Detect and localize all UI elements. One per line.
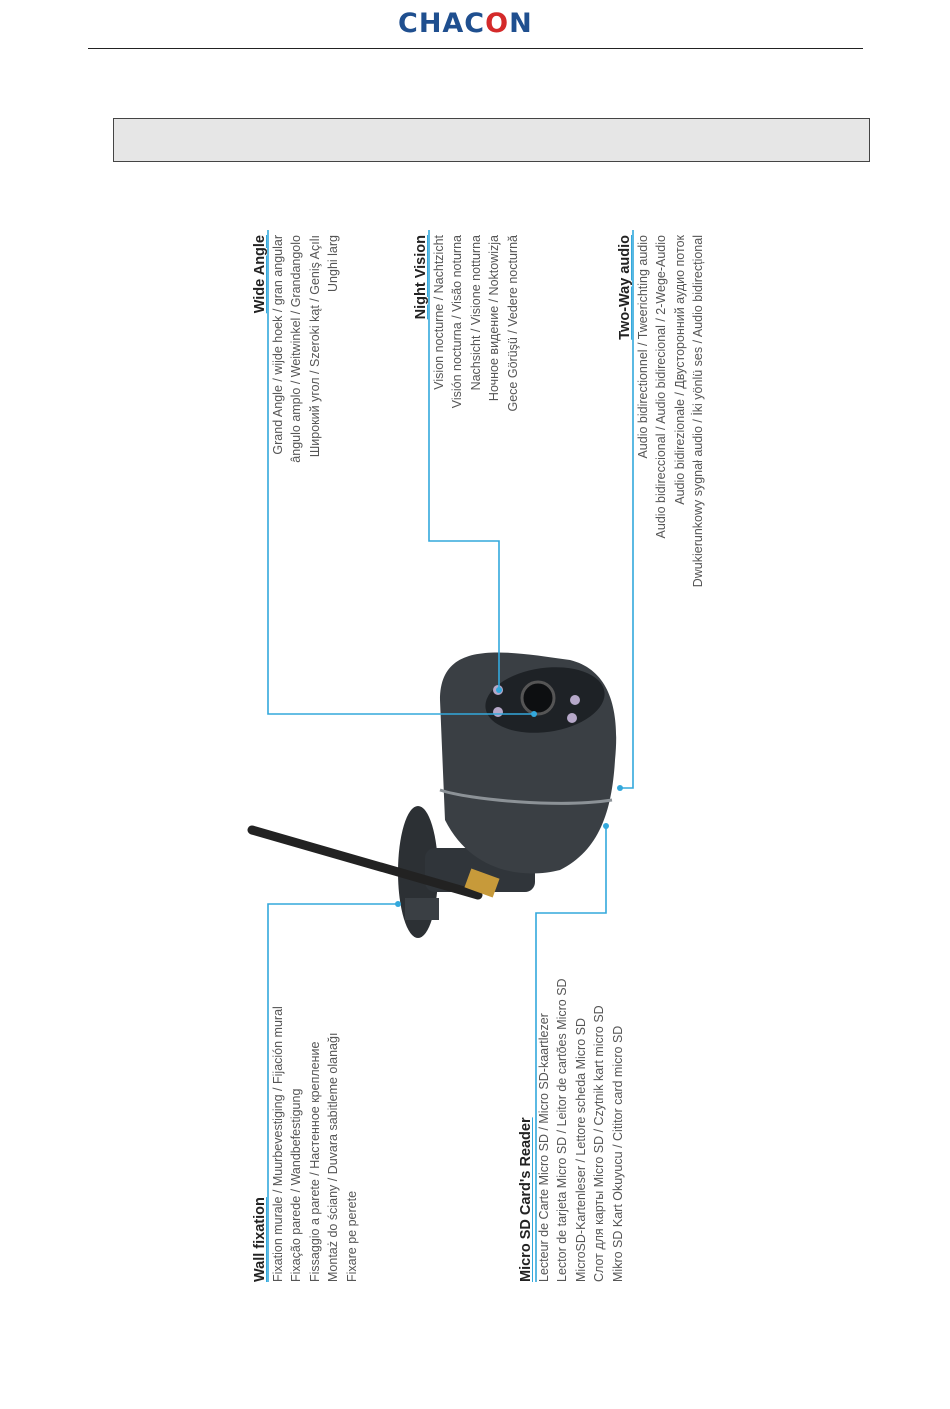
micro-sd-title: Micro SD Card's Reader xyxy=(518,1117,534,1282)
wide-angle-line: Unghi larg xyxy=(326,235,341,292)
wide-angle-line: Grand Angle / wijde hoek / gran angular xyxy=(271,235,285,455)
night-vision-line: Ночное видение / Noktowizja xyxy=(487,235,502,402)
wide-angle-line: Широкий угол / Szeroki kąt / Geniş Açılı xyxy=(307,235,322,458)
two-way-audio-line: Audio bidireccional / Audio bidirecional / 2-Wege-Audio xyxy=(654,235,669,539)
night-vision-line: Visión nocturna / Visão noturna xyxy=(450,235,465,409)
night-vision-line: Gece Görüşü / Vedere nocturnă xyxy=(505,235,520,412)
micro-sd-line: Lecteur de Carte Micro SD / Micro SD-kaartlezer xyxy=(537,1013,551,1282)
two-way-audio-block xyxy=(616,235,708,620)
two-way-audio-line: Dwukierunkowy sygnał audio / İki yönlü ses / Audio bidirecțional xyxy=(691,235,706,588)
logo-text-left: CHAC xyxy=(398,8,486,39)
night-vision-line: Vision nocturne / Nachtzicht xyxy=(432,235,446,390)
two-way-audio-title: Two-Way audio xyxy=(617,235,633,340)
wall-fixation-line: Fixation murale / Muurbevestiging / Fijación mural xyxy=(271,1006,285,1282)
lens xyxy=(522,682,554,714)
wall-fixation-line: Fixare pe perete xyxy=(344,1190,359,1282)
micro-sd-block xyxy=(517,942,627,1282)
wide-angle-line: ângulo amplo / Weitwinkel / Grandangolo xyxy=(289,235,304,463)
wall-fixation-line: Fixação parede / Wandbefestigung xyxy=(289,1088,304,1282)
two-way-audio-line: Audio bidirezionale / Двусторонний аудио поток xyxy=(672,235,687,505)
logo-o: O xyxy=(485,8,510,39)
micro-sd-line: Слот для карты Micro SD / Czytnik kart micro SD xyxy=(592,1005,607,1282)
wall-fixation-line: Fissaggio a parete / Настенное крепление xyxy=(307,1041,322,1282)
wide-angle-title: Wide Angle xyxy=(252,235,268,314)
two-way-audio-line: Audio bidirectionnel / Tweerichting audio xyxy=(636,235,650,459)
logo-text-right: N xyxy=(509,8,533,39)
night-vision-line: Nachsicht / Visione notturna xyxy=(468,235,483,391)
micro-sd-line: Mikro SD Kart Okuyucu / Cititor card micro SD xyxy=(610,1025,625,1282)
night-vision-block xyxy=(412,235,522,430)
wall-fixation-block xyxy=(251,982,361,1282)
wall-fixation-title: Wall fixation xyxy=(252,1197,268,1282)
micro-sd-line: MicroSD-Kartenleser / Lettore scheda Micro SD xyxy=(573,1018,588,1282)
night-vision-title: Night Vision xyxy=(413,235,429,320)
wide-angle-block xyxy=(251,235,343,483)
micro-sd-line: Lector de tarjeta Micro SD / Leitor de cartões Micro SD xyxy=(555,978,570,1282)
wall-fixation-line: Montaż do ściany / Duvara sabitleme olanağı xyxy=(326,1032,341,1282)
